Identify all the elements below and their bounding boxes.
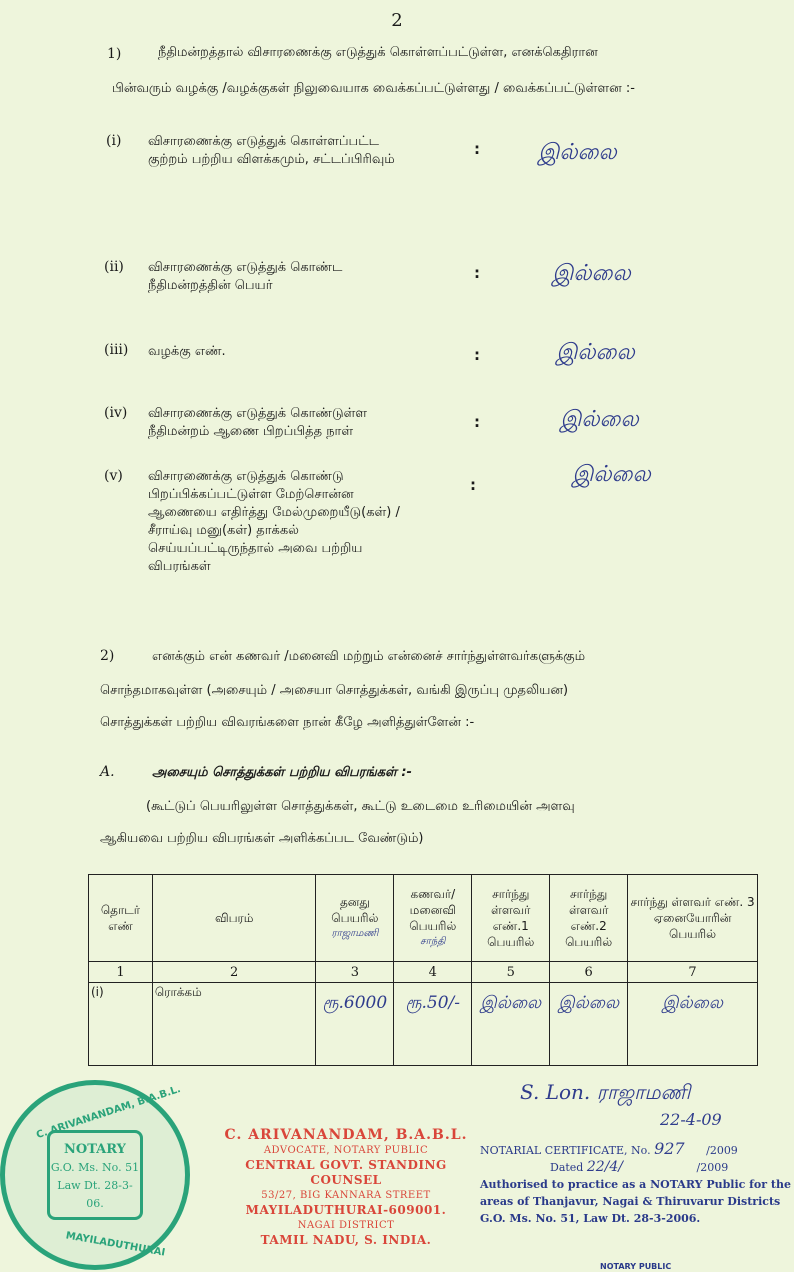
column-number: 1 [89,962,153,983]
column-number: 5 [472,962,550,983]
item-5-line: ஆணையை எதிர்த்து மேல்முறையீடு(கள்) / [148,505,400,520]
seal-line: Law Dt. 28-3-06. [57,1179,133,1210]
item-2-answer: இல்லை [552,261,631,286]
section-a-letter: A. [100,764,115,780]
item-4-colon: : [474,413,480,431]
row-serial: (i) [89,983,153,1066]
notary-seal [0,1080,190,1270]
item-1-line: விசாரணைக்கு எடுத்துக் கொள்ளப்பட்ட [148,134,379,149]
cert-dated-value: 22/4/ [586,1159,624,1175]
header-dependent-3: சார்ந்து ள்ளவர் எண். 3 ஏனையோரின் பெயரில் [628,875,758,962]
item-2-label [148,259,342,295]
section1-number: 1) [107,46,122,62]
header-spouse [394,875,472,962]
table-row [89,983,758,1066]
item-3-number: (iii) [104,342,129,358]
section1-line2: பின்வரும் வழக்கு /வழக்குகள் நிலுவையாக வைக்கப்பட்டுள்ளது / வைக்கப்பட்டுள்ளன :- [112,81,635,96]
section-a-title: அசையும் சொத்துக்கள் பற்றிய விபரங்கள் :- [152,765,412,780]
item-1-label [148,133,395,169]
table-column-number-row [89,962,758,983]
item-5-line: விபரங்கள் [148,559,211,574]
column-number: 7 [628,962,758,983]
page-number: 2 [391,10,403,31]
item-1-number: (i) [106,133,122,149]
header-self [316,875,394,962]
stamp-line: MAYILADUTHURAI-609001. [245,1203,447,1217]
seal-center [47,1130,143,1220]
item-4-label [148,405,367,441]
section2-number: 2) [100,648,115,664]
row-dep3-value [628,983,758,1066]
signature-date: 22-4-09 [660,1110,722,1129]
item-5-colon: : [470,476,476,494]
row-dep3-handwritten: இல்லை [662,993,723,1013]
header-self-handwritten: ராஜாமணி [331,928,379,939]
item-1-colon: : [474,140,480,158]
cert-year: /2009 [706,1144,738,1157]
seal-line: G.O. Ms. No. 51 [50,1161,140,1174]
header-description: விபரம் [152,875,316,962]
item-2-line: நீதிமன்றத்தின் பெயர் [148,278,273,293]
stamp-line: NAGAI DISTRICT [297,1220,395,1231]
row-dep1-handwritten: இல்லை [480,993,542,1013]
item-1-line: குற்றம் பற்றிய விளக்கமும், சட்டப்பிரிவும் [148,152,395,167]
section2-line1: எனக்கும் என் கணவர் /மனைவி மற்றும் என்னைச் சார்ந்துள்ளவர்களுக்கும் [152,649,586,664]
item-5-answer: இல்லை [572,462,651,487]
section2-line2: சொந்தமாகவுள்ள (அசையும் / அசையா சொத்துக்கள், வங்கி இருப்பு முதலியன) [100,683,569,698]
signature-name: S. Lon. ராஜாமணி [520,1080,691,1104]
header-spouse-label: கணவர்/ மனைவி பெயரில் [409,887,457,933]
cert-line: areas of Thanjavur, Nagai & Thiruvarur Districts [480,1195,781,1208]
header-dependent-1: சார்ந்து ள்ளவர் எண்.1 பெயரில் [472,875,550,962]
item-5-number: (v) [104,468,123,484]
row-dep2-handwritten: இல்லை [558,993,620,1013]
item-5-line: சீராய்வு மனு(கள்) தாக்கல் [148,523,299,538]
cert-title: NOTARIAL CERTIFICATE, No. [480,1144,651,1157]
item-2-line: விசாரணைக்கு எடுத்துக் கொண்ட [148,260,343,275]
header-serial: தொடர் எண் [89,875,153,962]
row-self-handwritten: ரூ.6000 [322,993,388,1013]
section-a-note2: ஆகியவை பற்றிய விபரங்கள் அளிக்கப்பட வேண்டும்) [100,831,424,846]
item-3-colon: : [474,346,480,364]
item-3-line: வழக்கு எண். [148,344,226,359]
stamp-line: TAMIL NADU, S. INDIA. [260,1233,432,1247]
item-4-answer: இல்லை [560,407,639,432]
item-5-label [148,468,400,576]
cert-line: Authorised to practice as a NOTARY Public for the [480,1178,791,1191]
row-self-value [316,983,394,1066]
item-3-answer: இல்லை [556,340,635,365]
table-header-row [89,875,758,962]
item-1-answer: இல்லை [538,140,617,165]
footer-partial-text: NOTARY PUBLIC [600,1262,672,1271]
seal-ring-top: C. ARIVANANDAM, B.A.B.L. [34,1083,183,1142]
section1-line1: நீதிமன்றத்தால் விசாரணைக்கு எடுத்துக் கொள்ளப்பட்டுள்ள, எனக்கெதிரான [158,45,598,60]
column-number: 6 [550,962,628,983]
row-spouse-value [394,983,472,1066]
row-item: ரொக்கம் [152,983,316,1066]
item-4-line: விசாரணைக்கு எடுத்துக் கொண்டுள்ள [148,406,368,421]
stamp-line: CENTRAL GOVT. STANDING COUNSEL [245,1158,447,1187]
item-3-label [148,343,226,361]
header-dependent-2: சார்ந்து ள்ளவர் எண்.2 பெயரில் [550,875,628,962]
section-a-note1: (கூட்டுப் பெயரிலுள்ள சொத்துக்கள், கூட்டு உடைமை உரிமையின் அளவு [146,799,575,814]
section2-line3: சொத்துக்கள் பற்றிய விவரங்களை நான் கீழே அளித்துள்ளேன் :- [100,715,475,730]
cert-dated-label: Dated [550,1161,584,1174]
assets-table [88,874,758,1066]
item-5-line: விசாரணைக்கு எடுத்துக் கொண்டு [148,469,344,484]
seal-ring-bottom: MAYILADUTHURAI [64,1230,166,1259]
advocate-stamp [222,1128,470,1248]
column-number: 4 [394,962,472,983]
column-number: 2 [152,962,316,983]
item-4-line: நீதிமன்றம் ஆணை பிறப்பித்த நாள் [148,424,354,439]
row-dep2-value [550,983,628,1066]
stamp-line: 53/27, BIG KANNARA STREET [261,1190,431,1201]
header-self-label: தனது பெயரில் [331,895,379,925]
cert-number: 927 [654,1139,685,1158]
cert-year: /2009 [696,1161,729,1174]
header-spouse-handwritten: சாந்தி [420,936,446,947]
cert-line: G.O. Ms. No. 51, Law Dt. 28-3-2006. [480,1212,701,1225]
stamp-name: C. ARIVANANDAM, B.A.B.L. [224,1127,468,1143]
row-spouse-handwritten: ரூ.50/- [405,993,461,1013]
stamp-line: ADVOCATE, NOTARY PUBLIC [263,1145,429,1156]
item-2-number: (ii) [104,259,124,275]
row-dep1-value [472,983,550,1066]
seal-title: NOTARY [64,1142,126,1157]
item-2-colon: : [474,264,480,282]
item-4-number: (iv) [104,405,128,421]
item-5-line: செய்யப்பட்டிருந்தால் அவை பற்றிய [148,541,363,556]
item-5-line: பிறப்பிக்கப்பட்டுள்ள மேற்சொன்ன [148,487,354,502]
column-number: 3 [316,962,394,983]
notarial-certificate [480,1139,791,1227]
